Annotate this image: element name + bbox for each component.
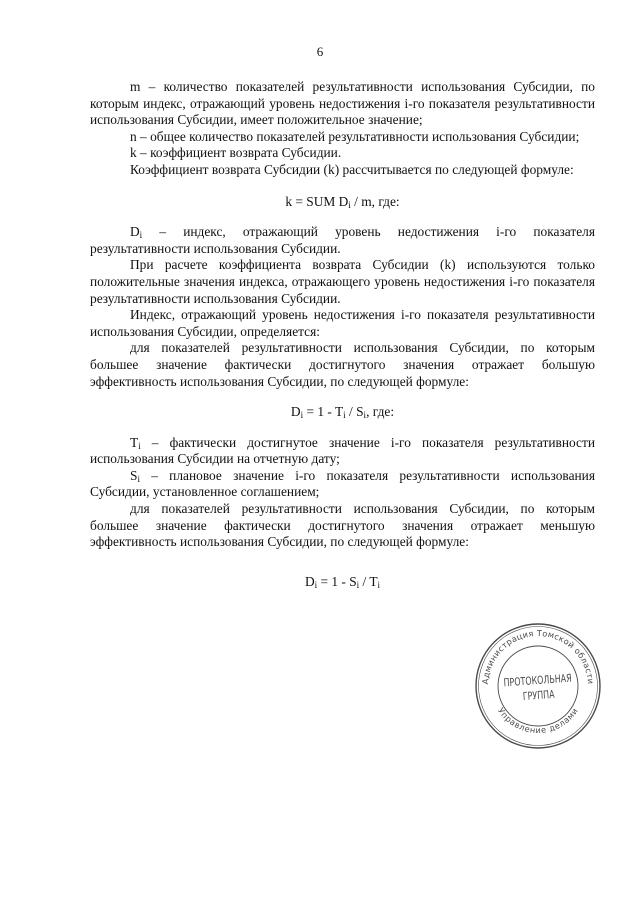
- paragraph-n-definition: n – общее количество показателей результативности использования Субсидии;: [130, 128, 580, 144]
- stamp-top-arc-path-text: Администрация Томской области: [479, 627, 597, 685]
- stamp-center: [503, 672, 573, 704]
- subscript-i: i: [363, 410, 367, 421]
- formula-d2-part-b: / T: [359, 573, 378, 589]
- paragraph-k-definition: k – коэффициент возврата Субсидии.: [130, 145, 342, 161]
- formula-k-left: k = SUM D: [285, 193, 349, 209]
- formula-k: [90, 194, 595, 211]
- symbol-t: T: [130, 434, 139, 450]
- paragraph-case-less: для показателей результативности использования Субсидии, по которым большее значение фактически достигнутого значения отражает меньшую эффективность использования Субсидии, по следующей формуле:: [90, 501, 595, 550]
- subscript-i: i: [139, 230, 143, 241]
- di-definition-text: – индекс, отражающий уровень недостижения i-го показателя результативности использования Субсидии.: [90, 224, 595, 256]
- si-definition-text: – плановое значение i-го показателя результативности использования Субсидии, установленное соглашением;: [90, 467, 595, 500]
- paragraph-positive-only: При расчете коэффициента возврата Субсидии (k) используются только положительные значения индекса, отражающего уровень недостижения i-го показателя результативности использования Субсидии.: [90, 257, 595, 306]
- subscript-i: i: [300, 410, 304, 421]
- official-stamp: [474, 622, 602, 750]
- document-body: [90, 79, 595, 590]
- formula-d-2: [90, 574, 595, 591]
- paragraph-case-more: для показателей результативности использования Субсидии, по которым большее значение фактически достигнутого значения отражает большую эффективность использования Субсидии, по следующей формуле:: [90, 340, 595, 389]
- paragraph-index-defined: Индекс, отражающий уровень недостижения i-го показателя результативности использования Субсидии, определяется:: [90, 307, 595, 339]
- symbol-s: S: [130, 467, 138, 483]
- stamp-bottom-arc-text: [496, 706, 580, 735]
- subscript-i: i: [314, 579, 318, 590]
- symbol-d: D: [130, 224, 140, 240]
- subscript-i: i: [356, 579, 360, 590]
- page-number: 6: [316, 44, 324, 59]
- subscript-i: i: [343, 410, 346, 421]
- formula-d2-part-a: = 1 - S: [317, 573, 357, 589]
- formula-d1-part-a: = 1 - T: [303, 404, 344, 420]
- subscript-i: i: [348, 199, 351, 210]
- formula-d1-part-b: / S: [345, 404, 364, 420]
- paragraph-si-definition: [90, 468, 595, 501]
- symbol-d: D: [304, 573, 315, 589]
- paragraph-ti-definition: [90, 435, 595, 468]
- subscript-i: i: [377, 579, 381, 590]
- symbol-d: D: [290, 404, 301, 420]
- stamp-line-2: ГРУППА: [522, 688, 555, 704]
- formula-k-right: / m, где:: [350, 193, 400, 209]
- paragraph-m-definition: m – количество показателей результативности использования Субсидии, по которым индекс, отражающий уровень недостижения i-го показателя результативности использования Субсидии, имеет положительное значение;: [90, 79, 595, 128]
- stamp-line-1: ПРОТОКОЛЬНАЯ: [503, 672, 573, 690]
- paragraph-k-formula-intro: Коэффициент возврата Субсидии (k) рассчитывается по следующей формуле:: [130, 161, 574, 177]
- subscript-i: i: [138, 440, 141, 451]
- formula-d1-part-c: , где:: [366, 404, 395, 420]
- paragraph-di-definition: [90, 224, 595, 257]
- ti-definition-text: – фактически достигнутое значение i-го показателя результативности использования Субсидии на отчетную дату;: [90, 434, 595, 467]
- stamp-bottom-arc-path-text: Управление делами: [495, 705, 581, 736]
- formula-d-1: [90, 404, 595, 421]
- subscript-i: i: [137, 473, 140, 484]
